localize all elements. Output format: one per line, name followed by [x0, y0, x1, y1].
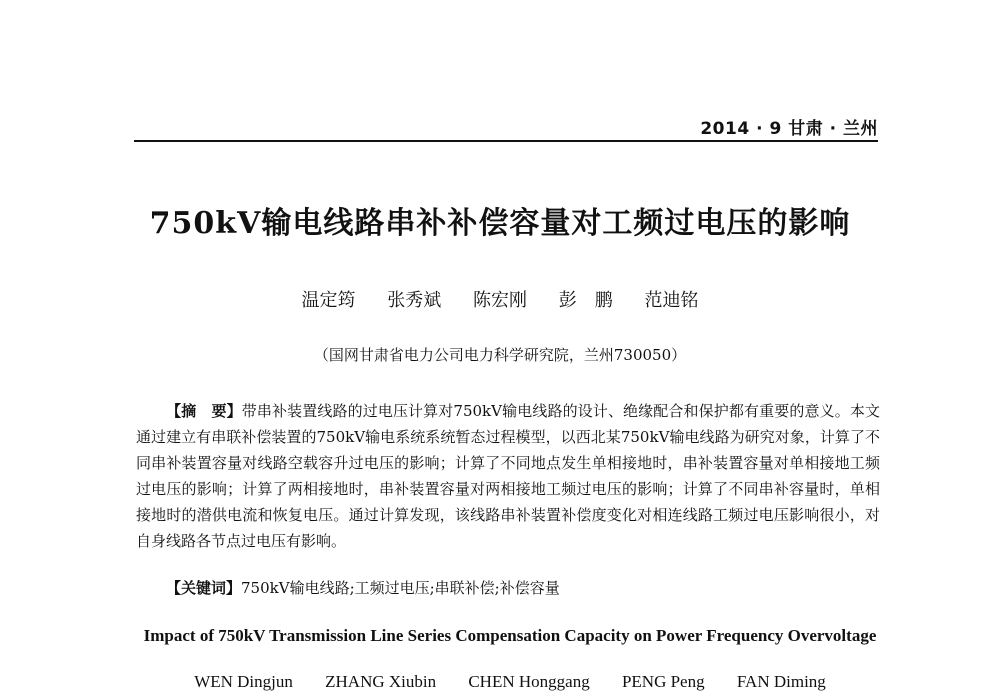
abstract — [136, 398, 880, 554]
abstract-text: 带串补装置线路的过电压计算对750kV输电线路的设计、绝缘配合和保护都有重要的意义。本文通过建立有串联补偿装置的750kV输电系统系统暂态过程模型，以西北某750kV输电线路为研究对象，计算了不同串补装置容量对线路空载容升过电压的影响；计算了不同地点发生单相接地时，串补装置容量对单相接地工频过电压的影响；计算了两相接地时，串补装置容量对两相接地工频过电压的影响；计算了不同串补容量时，单相接地时的潜供电流和恢复电压。通过计算发现，该线路串补装置补偿度变化对相连线路工频过电压影响很小，对自身线路各节点过电压有影响。 — [136, 402, 880, 550]
author-list — [100, 286, 900, 312]
author: 温定筠 — [301, 290, 356, 311]
keywords — [166, 577, 880, 598]
affiliation: （国网甘肃省电力公司电力科学研究院，兰州730050） — [313, 346, 687, 364]
abstract-label: 【摘 要】 — [166, 402, 242, 420]
author: 彭 鹏 — [558, 290, 613, 311]
keywords-label: 【关键词】 — [166, 579, 242, 597]
keywords-text: 750kV输电线路;工频过电压;串联补偿;补偿容量 — [241, 579, 560, 597]
author: 张秀斌 — [387, 290, 442, 311]
english-title: Impact of 750kV Transmission Line Series Compensation Capacity on Power Frequency Overvoltage — [143, 626, 877, 645]
english-author: CHEN Honggang — [468, 672, 590, 691]
author: 范迪铭 — [644, 290, 699, 311]
issue-info: 2014 · 9 甘肃 · 兰州 — [700, 119, 878, 139]
english-author: ZHANG Xiubin — [325, 672, 437, 691]
english-author-list — [120, 672, 900, 692]
author: 陈宏刚 — [473, 290, 527, 311]
running-header — [134, 112, 878, 142]
paper-title: 750kV输电线路串补补偿容量对工频过电压的影响 — [149, 206, 851, 241]
english-author: FAN Diming — [736, 672, 826, 691]
english-author: PENG Peng — [621, 672, 705, 691]
english-author: WEN Dingjun — [194, 672, 293, 691]
